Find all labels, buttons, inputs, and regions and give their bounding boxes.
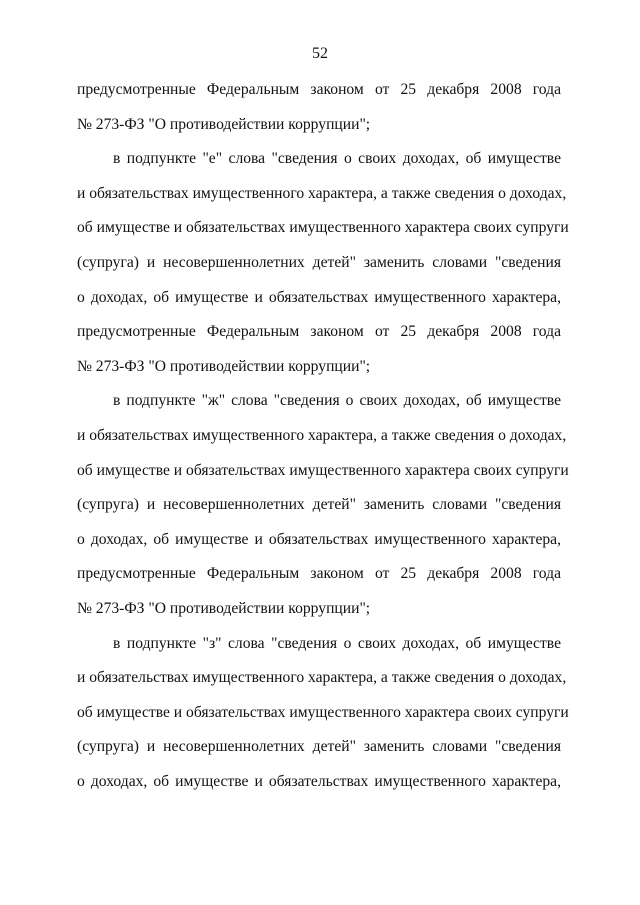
text-line: № 273-ФЗ "О противодействии коррупции"; bbox=[77, 357, 371, 375]
text-line: (супруга) и несовершеннолетних детей" заменить словами "сведения bbox=[77, 253, 561, 271]
text-line: о доходах, об имуществе и обязательствах имущественного характера, bbox=[77, 772, 561, 790]
text-line: предусмотренные Федеральным законом от 25 декабря 2008 года bbox=[77, 323, 561, 341]
text-line: № 273-ФЗ "О противодействии коррупции"; bbox=[77, 599, 371, 617]
text-line: в подпункте "ж" слова "сведения о своих доходах, об имуществе bbox=[113, 392, 561, 410]
text-line: № 273-ФЗ "О противодействии коррупции"; bbox=[77, 115, 371, 133]
text-line: и обязательствах имущественного характера, а также сведения о доходах, bbox=[77, 426, 567, 444]
text-line: (супруга) и несовершеннолетних детей" заменить словами "сведения bbox=[77, 496, 561, 514]
text-line: предусмотренные Федеральным законом от 25 декабря 2008 года bbox=[77, 565, 561, 583]
text-line: в подпункте "з" слова "сведения о своих доходах, об имуществе bbox=[113, 634, 561, 652]
page-number: 52 bbox=[312, 45, 328, 62]
text-line: о доходах, об имуществе и обязательствах имущественного характера, bbox=[77, 530, 561, 548]
text-line: предусмотренные Федеральным законом от 25 декабря 2008 года bbox=[77, 81, 561, 98]
text-line: в подпункте "е" слова "сведения о своих доходах, об имуществе bbox=[113, 150, 561, 168]
text-line: (супруга) и несовершеннолетних детей" заменить словами "сведения bbox=[77, 738, 561, 756]
text-line: об имуществе и обязательствах имущественного характера своих супруги bbox=[77, 219, 569, 237]
text-line: и обязательствах имущественного характера, а также сведения о доходах, bbox=[77, 184, 567, 202]
text-line: об имуществе и обязательствах имущественного характера своих супруги bbox=[77, 703, 569, 721]
text-line: о доходах, об имуществе и обязательствах имущественного характера, bbox=[77, 288, 561, 306]
document-text bbox=[77, 78, 569, 804]
text-line: об имуществе и обязательствах имущественного характера своих супруги bbox=[77, 461, 569, 479]
text-line: и обязательствах имущественного характера, а также сведения о доходах, bbox=[77, 669, 567, 687]
